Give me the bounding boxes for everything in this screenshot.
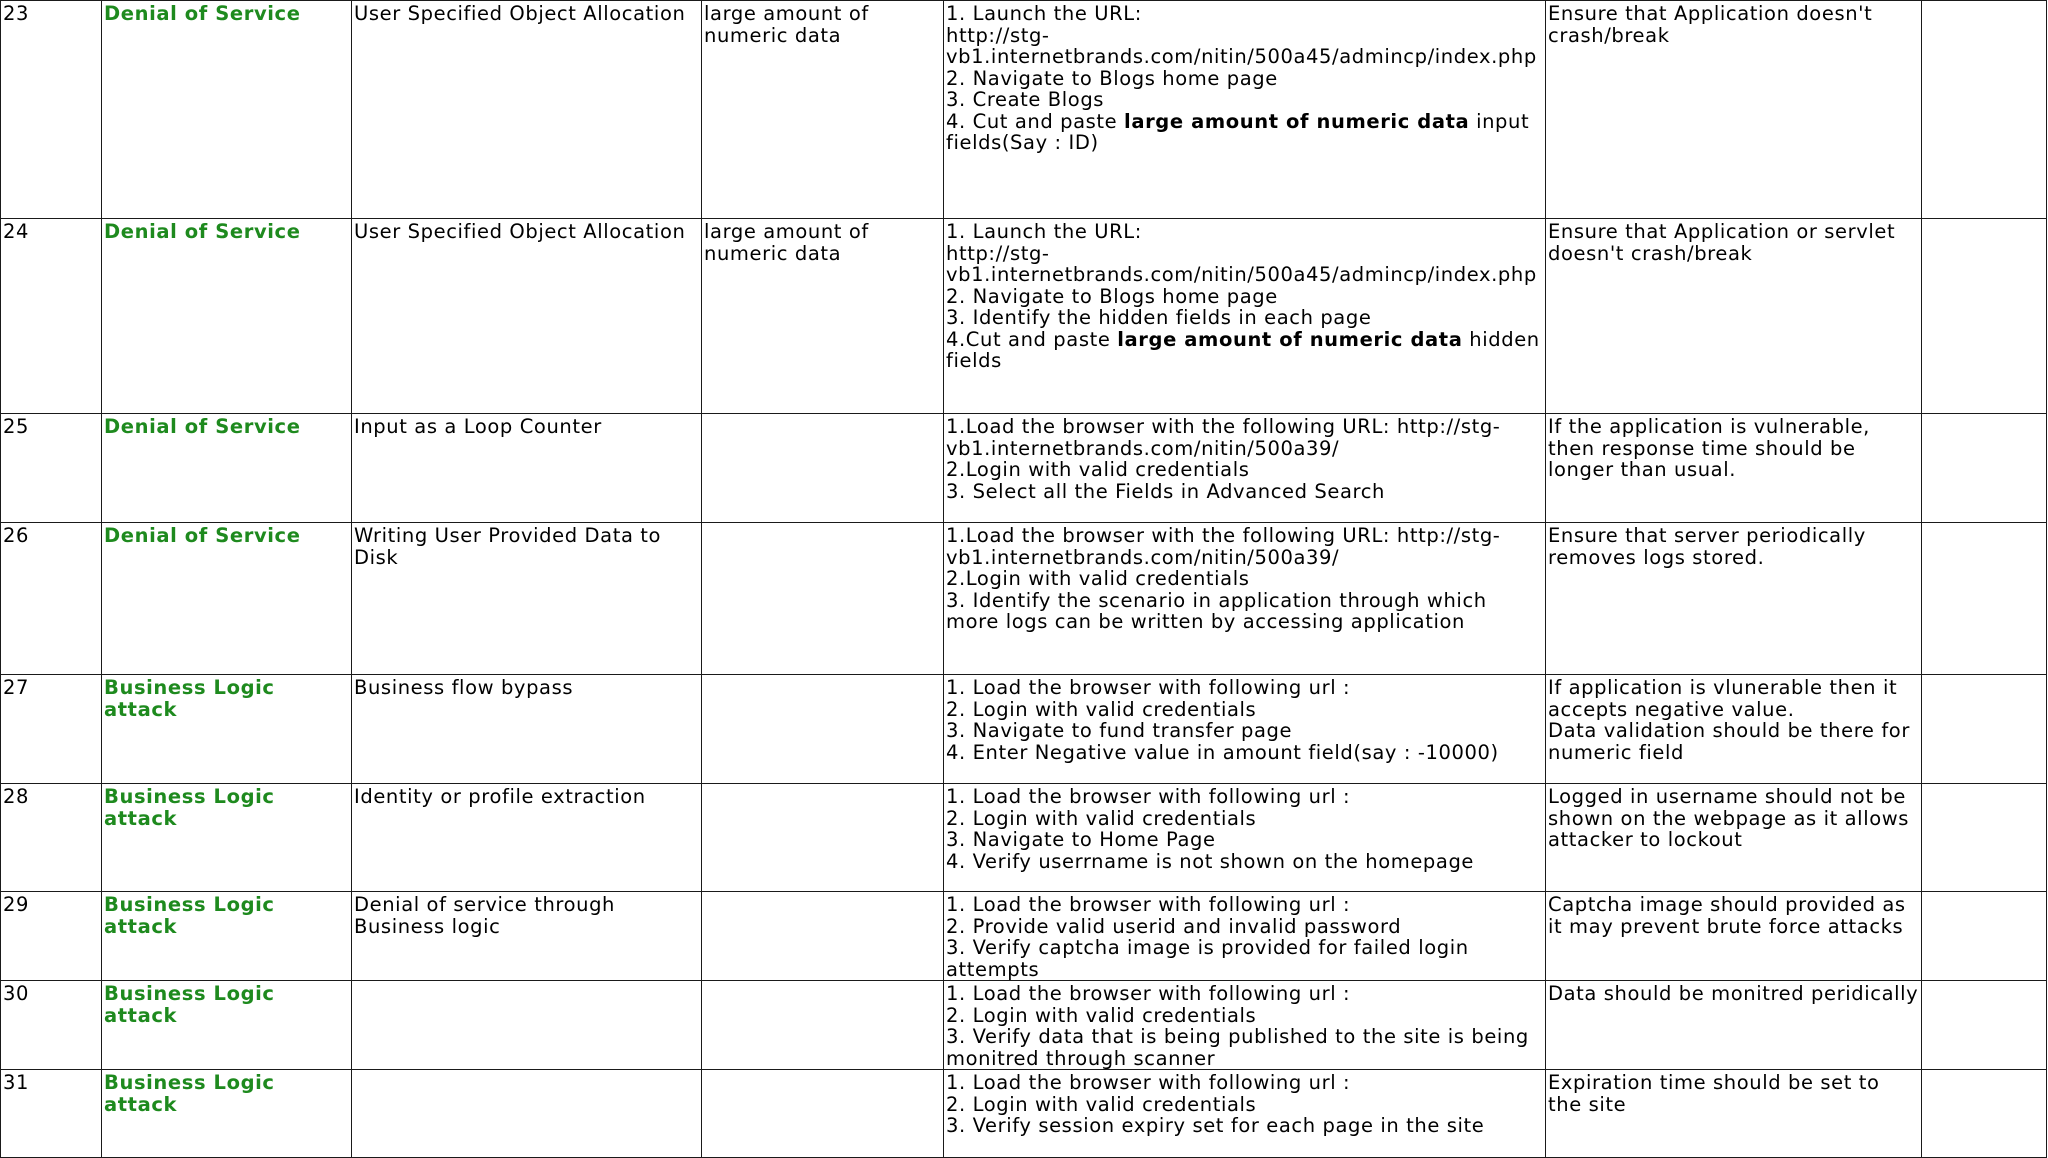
- cell-notes[interactable]: [1922, 981, 2047, 1070]
- cell-title[interactable]: User Specified Object Allocation: [352, 1, 702, 219]
- step-line: 3. Verify captcha image is provided for failed login attempts: [946, 936, 1469, 981]
- cell-category[interactable]: Business Logic attack: [102, 675, 352, 784]
- table-row: [1, 981, 2047, 1070]
- step-text: 4.Cut and paste: [946, 327, 1118, 351]
- step-line: 3. Verify session expiry set for each page in the site: [946, 1114, 1485, 1137]
- cell-input[interactable]: [702, 981, 944, 1070]
- step-line: 1. Launch the URL:: [946, 2, 1142, 25]
- step-line: 1. Load the browser with following url :: [946, 785, 1351, 808]
- cell-expected-result[interactable]: [1546, 414, 1922, 523]
- cell-id[interactable]: 30: [1, 981, 102, 1070]
- expected-line: Expiration time should be set to the site: [1548, 1071, 1880, 1116]
- table-row: [1, 892, 2047, 981]
- cell-notes[interactable]: [1922, 523, 2047, 675]
- step-line: 4. Enter Negative value in amount field(say : -10000): [946, 740, 1499, 764]
- expected-line: Captcha image should provided as it may prevent brute force attacks: [1548, 893, 1906, 938]
- cell-notes[interactable]: [1922, 414, 2047, 523]
- cell-category[interactable]: Denial of Service: [102, 414, 352, 523]
- step-line: 3. Select all the Fields in Advanced Search: [946, 479, 1385, 503]
- cell-notes[interactable]: [1922, 675, 2047, 784]
- step-line: http://stg-vb1.internetbrands.com/nitin/500a45/admincp/index.php: [946, 241, 1537, 286]
- table-row: [1, 1, 2047, 219]
- cell-category[interactable]: Denial of Service: [102, 1, 352, 219]
- step-text: input fields(Say : ID): [946, 109, 1530, 154]
- step-line: 2. Navigate to Blogs home page: [946, 284, 1278, 308]
- step-line: 3. Navigate to fund transfer page: [946, 719, 1293, 742]
- expected-line: Ensure that server periodically removes logs stored.: [1548, 524, 1866, 569]
- cell-id[interactable]: 31: [1, 1070, 102, 1158]
- cell-category[interactable]: Denial of Service: [102, 219, 352, 414]
- cell-expected-result[interactable]: [1546, 1070, 1922, 1158]
- cell-input[interactable]: [702, 675, 944, 784]
- step-text: 4. Cut and paste: [946, 109, 1125, 133]
- cell-title[interactable]: Writing User Provided Data to Disk: [352, 523, 702, 675]
- cell-category[interactable]: Business Logic attack: [102, 981, 352, 1070]
- cell-id[interactable]: 23: [1, 1, 102, 219]
- table-row: [1, 219, 2047, 414]
- cell-input[interactable]: large amount of numeric data: [702, 1, 944, 219]
- expected-line: Logged in username should not be shown on the webpage as it allows attacker to lockout: [1548, 785, 1910, 851]
- step-emphasis: large amount of numeric data: [1124, 109, 1470, 133]
- cell-notes[interactable]: [1922, 892, 2047, 981]
- step-line: 1.Load the browser with the following URL: http://stg-vb1.internetbrands.com/nitin/500a39/: [946, 415, 1501, 460]
- expected-line: If the application is vulnerable, then response time should be longer than usual.: [1548, 415, 1870, 481]
- cell-id[interactable]: 27: [1, 675, 102, 784]
- cell-steps[interactable]: [944, 784, 1546, 892]
- cell-input[interactable]: [702, 1070, 944, 1158]
- step-line: 4. Verify userrname is not shown on the homepage: [946, 849, 1475, 873]
- cell-category[interactable]: Business Logic attack: [102, 892, 352, 981]
- expected-line: Data should be monitred peridically: [1548, 982, 1919, 1005]
- table-row: [1, 1070, 2047, 1158]
- cell-id[interactable]: 24: [1, 219, 102, 414]
- step-line: 1. Load the browser with following url :: [946, 982, 1351, 1005]
- cell-input[interactable]: [702, 414, 944, 523]
- expected-line: If application is vlunerable then it accepts negative value.: [1548, 676, 1898, 721]
- expected-line: Data validation should be there for numeric field: [1548, 719, 1910, 764]
- step-line: 1. Launch the URL:: [946, 220, 1142, 243]
- step-emphasis: large amount of numeric data: [1117, 327, 1463, 351]
- cell-title[interactable]: Identity or profile extraction: [352, 784, 702, 892]
- cell-title[interactable]: User Specified Object Allocation: [352, 219, 702, 414]
- cell-notes[interactable]: [1922, 1070, 2047, 1158]
- cell-expected-result[interactable]: [1546, 675, 1922, 784]
- cell-category[interactable]: Business Logic attack: [102, 784, 352, 892]
- cell-title[interactable]: Input as a Loop Counter: [352, 414, 702, 523]
- cell-steps[interactable]: [944, 1070, 1546, 1158]
- step-line: 1. Load the browser with following url :: [946, 893, 1351, 916]
- cell-expected-result[interactable]: [1546, 1, 1922, 219]
- step-line: 2.Login with valid credentials: [946, 458, 1250, 481]
- cell-steps[interactable]: [944, 219, 1546, 414]
- cell-title[interactable]: Denial of service through Business logic: [352, 892, 702, 981]
- step-line: http://stg-vb1.internetbrands.com/nitin/500a45/admincp/index.php: [946, 23, 1537, 68]
- cell-notes[interactable]: [1922, 784, 2047, 892]
- cell-input[interactable]: [702, 784, 944, 892]
- step-line: 1. Load the browser with following url :: [946, 1071, 1351, 1094]
- cell-category[interactable]: Business Logic attack: [102, 1070, 352, 1158]
- table-row: [1, 675, 2047, 784]
- cell-input[interactable]: large amount of numeric data: [702, 219, 944, 414]
- table-row: [1, 523, 2047, 675]
- cell-steps[interactable]: [944, 675, 1546, 784]
- cell-id[interactable]: 25: [1, 414, 102, 523]
- expected-line: Ensure that Application or servlet doesn't crash/break: [1548, 220, 1896, 265]
- cell-title[interactable]: [352, 981, 702, 1070]
- table-body: [1, 1, 2047, 1158]
- cell-title[interactable]: [352, 1070, 702, 1158]
- expected-line: Ensure that Application doesn't crash/break: [1548, 2, 1873, 47]
- step-line: 3. Identify the scenario in application through which more logs can be written by accessing application: [946, 588, 1487, 633]
- step-line: 2. Login with valid credentials: [946, 697, 1257, 721]
- step-line: 2.Login with valid credentials: [946, 567, 1250, 590]
- cell-id[interactable]: 29: [1, 892, 102, 981]
- cell-category[interactable]: Denial of Service: [102, 523, 352, 675]
- cell-title[interactable]: Business flow bypass: [352, 675, 702, 784]
- cell-expected-result[interactable]: [1546, 784, 1922, 892]
- cell-id[interactable]: 28: [1, 784, 102, 892]
- table-row: [1, 784, 2047, 892]
- step-line: 1. Load the browser with following url :: [946, 676, 1351, 699]
- cell-input[interactable]: [702, 892, 944, 981]
- step-line: 1.Load the browser with the following URL: http://stg-vb1.internetbrands.com/nitin/500a39/: [946, 524, 1501, 569]
- step-line: [946, 111, 1543, 154]
- table-row: [1, 414, 2047, 523]
- step-line: 3. Identify the hidden fields in each page: [946, 306, 1372, 329]
- cell-steps[interactable]: [944, 981, 1546, 1070]
- cell-steps[interactable]: [944, 414, 1546, 523]
- step-line: 2. Login with valid credentials: [946, 806, 1257, 830]
- step-line: 2. Login with valid credentials: [946, 1092, 1257, 1116]
- cell-expected-result[interactable]: [1546, 981, 1922, 1070]
- step-line: 2. Provide valid userid and invalid password: [946, 914, 1402, 938]
- cell-steps[interactable]: [944, 1, 1546, 219]
- step-line: 2. Navigate to Blogs home page: [946, 66, 1278, 90]
- cell-notes[interactable]: [1922, 219, 2047, 414]
- step-line: 2. Login with valid credentials: [946, 1003, 1257, 1027]
- step-text: hidden fields: [946, 327, 1540, 372]
- step-line: [946, 329, 1543, 372]
- cell-steps[interactable]: [944, 892, 1546, 981]
- step-line: 3. Create Blogs: [946, 88, 1105, 111]
- cell-expected-result[interactable]: [1546, 523, 1922, 675]
- step-line: 3. Verify data that is being published to the site is being monitred through scanner: [946, 1025, 1529, 1070]
- cell-notes[interactable]: [1922, 1, 2047, 219]
- cell-steps[interactable]: [944, 523, 1546, 675]
- cell-expected-result[interactable]: [1546, 892, 1922, 981]
- step-line: 3. Navigate to Home Page: [946, 828, 1216, 851]
- cell-expected-result[interactable]: [1546, 219, 1922, 414]
- cell-id[interactable]: 26: [1, 523, 102, 675]
- cell-input[interactable]: [702, 523, 944, 675]
